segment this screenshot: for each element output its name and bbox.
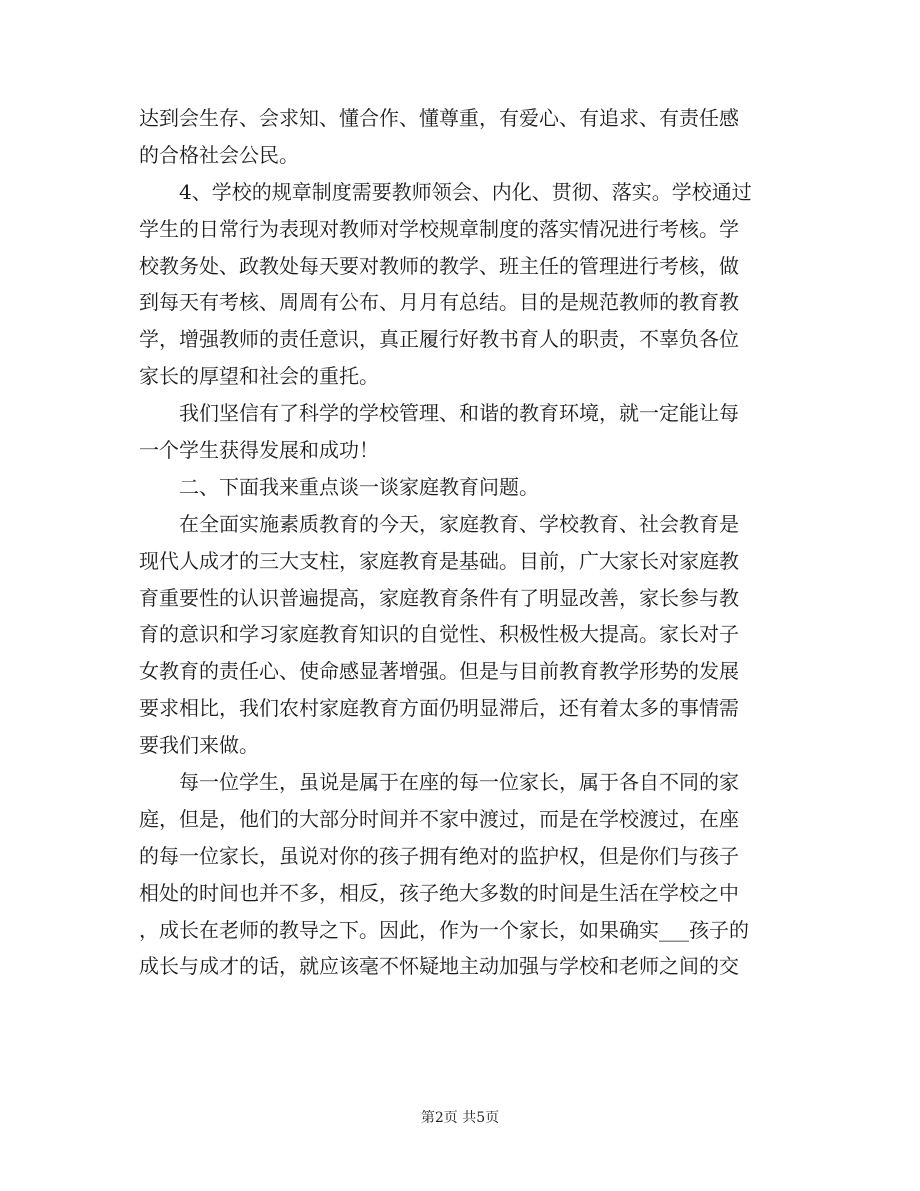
- text-line: 的每一位家长，虽说对你的孩子拥有绝对的监护权，但是你们与孩子: [139, 843, 739, 868]
- text-line: ，成长在老师的教导之下。因此，作为一个家长，如果确实___孩子的: [139, 917, 749, 942]
- text-line: 要我们来做。: [139, 733, 259, 758]
- section-heading: 二、下面我来重点谈一谈家庭教育问题。: [139, 474, 539, 499]
- text-line: 校教务处、政教处每天要对教师的教学、班主任的管理进行考核，做: [139, 253, 739, 278]
- text-line: 的合格社会公民。: [139, 142, 299, 167]
- text-line: 成长与成才的话，就应该毫不怀疑地主动加强与学校和老师之间的交: [139, 954, 739, 979]
- text-line: 学生的日常行为表现对教师对学校规章制度的落实情况进行考核。学: [139, 216, 739, 241]
- text-line: 育重要性的认识普遍提高，家庭教育条件有了明显改善，家长参与教: [139, 585, 739, 610]
- text-line: 相处的时间也并不多，相反，孩子绝大多数的时间是生活在学校之中: [139, 880, 739, 905]
- text-line: 现代人成才的三大支柱，家庭教育是基础。目前，广大家长对家庭教: [139, 548, 739, 573]
- document-body: [139, 100, 784, 985]
- text-line: 到每天有考核、周周有公布、月月有总结。目的是规范教师的教育教: [139, 290, 739, 315]
- text-line: 我们坚信有了科学的学校管理、和谐的教育环境，就一定能让每: [139, 401, 739, 426]
- text-line: 要求相比，我们农村家庭教育方面仍明显滞后，还有着太多的事情需: [139, 696, 739, 721]
- text-line: 在全面实施素质教育的今天，家庭教育、学校教育、社会教育是: [139, 511, 739, 536]
- text-line: 每一位学生，虽说是属于在座的每一位家长，属于各自不同的家: [139, 770, 739, 795]
- text-line: 达到会生存、会求知、懂合作、懂尊重，有爱心、有追求、有责任感: [139, 106, 739, 130]
- page-number-footer: 第2页 共5页: [420, 1110, 500, 1126]
- text-line: 4、学校的规章制度需要教师领会、内化、贯彻、落实。学校通过: [139, 179, 752, 204]
- text-line: 育的意识和学习家庭教育知识的自觉性、积极性极大提高。家长对子: [139, 622, 739, 647]
- text-line: 家长的厚望和社会的重托。: [139, 364, 379, 389]
- text-line: 一个学生获得发展和成功！: [139, 438, 379, 463]
- text-line: 学，增强教师的责任意识，真正履行好教书育人的职责，不辜负各位: [139, 327, 739, 352]
- text-line: 女教育的责任心、使命感显著增强。但是与目前教育教学形势的发展: [139, 659, 739, 684]
- text-line: 庭，但是，他们的大部分时间并不家中渡过，而是在学校渡过，在座: [139, 806, 739, 831]
